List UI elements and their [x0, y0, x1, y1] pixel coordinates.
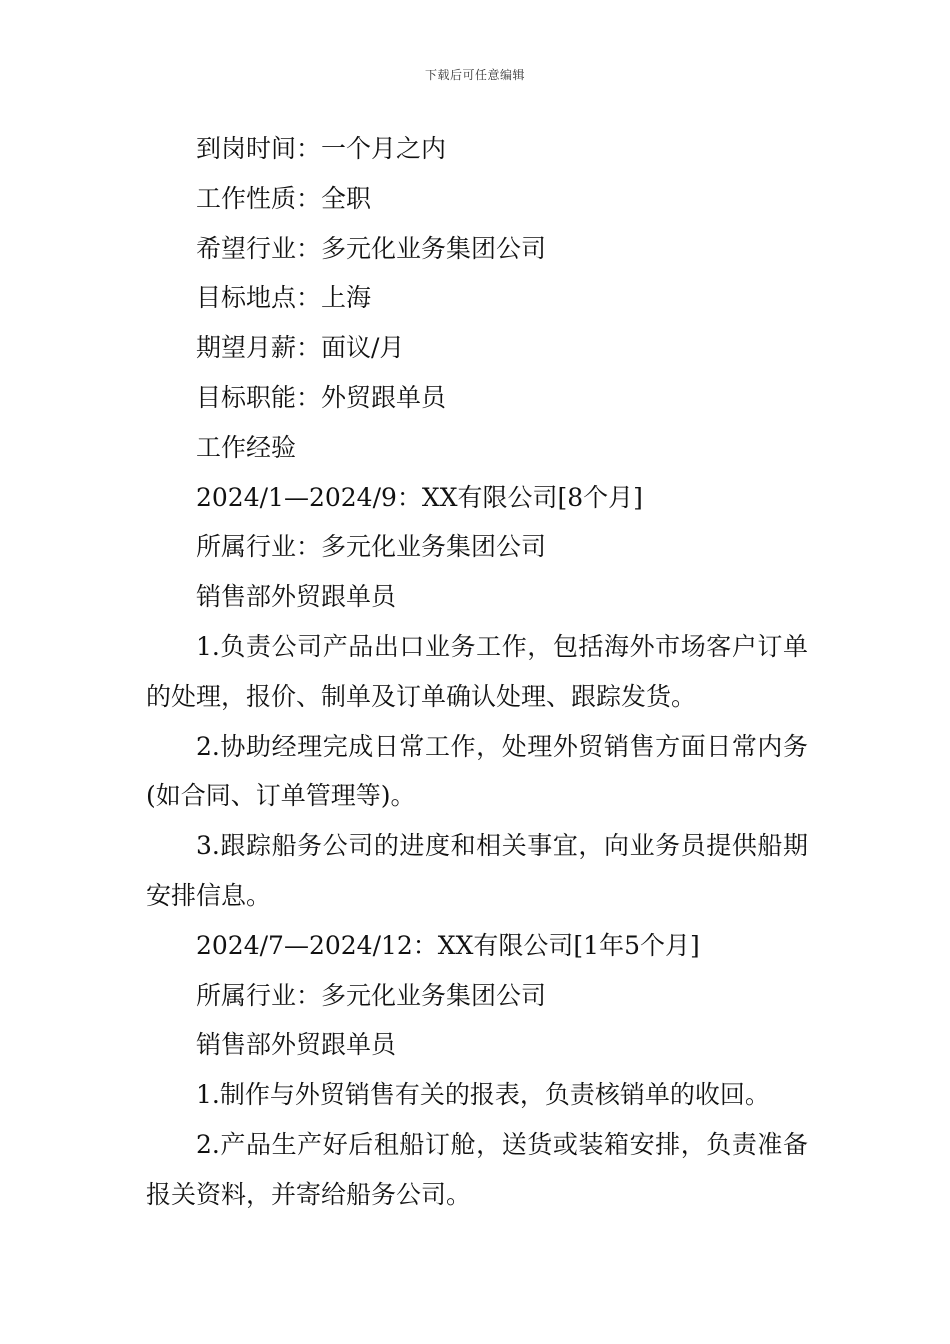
job-position: 销售部外贸跟单员: [196, 1030, 397, 1060]
job-duty: 1.制作与外贸销售有关的报表，负责核销单的收回。: [196, 1080, 770, 1110]
job-duty: 1.负责公司产品出口业务工作，包括海外市场客户订单的处理，报价、制单及订单确认处理、跟踪发货。: [146, 631, 808, 711]
job-industry: 所属行业：多元化业务集团公司: [196, 532, 547, 562]
info-location: 目标地点：上海: [196, 283, 372, 313]
job-duty: 2.产品生产好后租船订舱，送货或装箱安排，负责准备报关资料，并寄给船务公司。: [146, 1129, 808, 1209]
document-body: [146, 124, 808, 1220]
info-salary: 期望月薪：面议/月: [196, 333, 405, 363]
info-job-type: 工作性质：全职: [196, 183, 372, 213]
page-header: 下载后可任意编辑: [424, 68, 525, 82]
info-industry: 希望行业：多元化业务集团公司: [196, 233, 547, 263]
job-position: 销售部外贸跟单员: [196, 582, 397, 612]
experience-heading: 工作经验: [196, 432, 297, 462]
job-period: 2024/1—2024/9：XX有限公司[8个月]: [196, 482, 643, 512]
info-arrival-time: 到岗时间：一个月之内: [196, 134, 447, 163]
job-period: 2024/7—2024/12：XX有限公司[1年5个月]: [196, 930, 700, 960]
job-duty: 3.跟踪船务公司的进度和相关事宜，向业务员提供船期安排信息。: [146, 831, 808, 910]
job-duty: 2.协助经理完成日常工作，处理外贸销售方面日常内务(如合同、订单管理等)。: [146, 731, 808, 811]
info-function: 目标职能：外贸跟单员: [196, 382, 447, 412]
job-industry: 所属行业：多元化业务集团公司: [196, 980, 547, 1010]
